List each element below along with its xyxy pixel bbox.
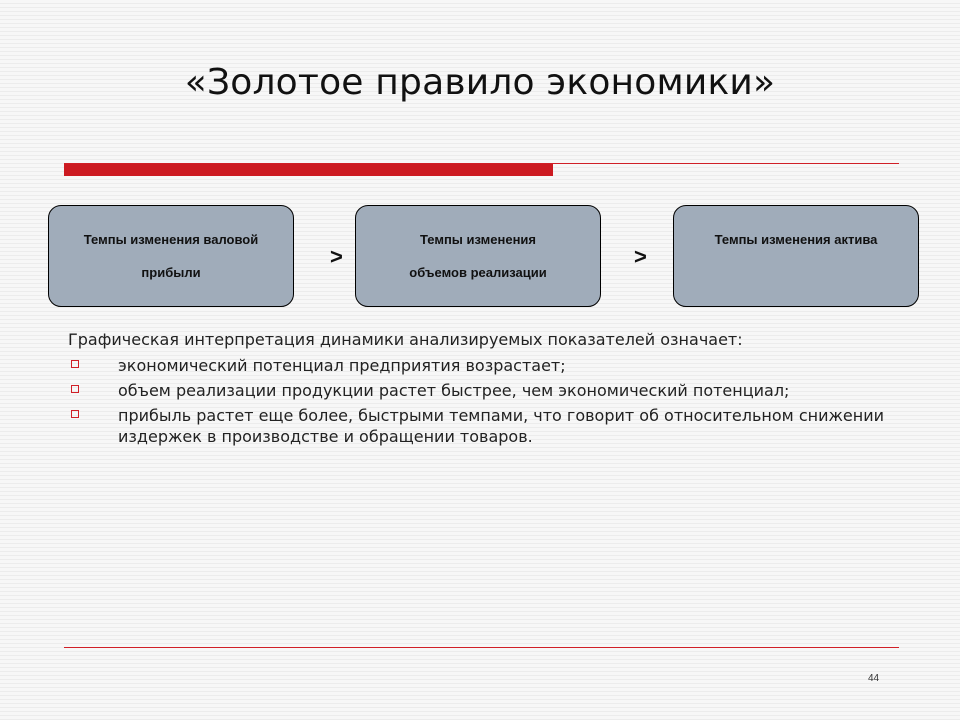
title-divider-thick (64, 164, 553, 176)
greater-than-sign: > (330, 244, 343, 269)
list-item (68, 355, 908, 376)
list-item-text: прибыль растет еще более, быстрыми темпами, что говорит об относительном снижении издержек в производстве и обращении товаров. (118, 406, 884, 446)
gross-profit-rate-box (48, 205, 294, 307)
slide-title: «Золотое правило экономики» (184, 62, 776, 103)
assets-rate-box (673, 205, 919, 307)
square-bullet-icon (71, 410, 79, 418)
sales-volume-rate-box (355, 205, 601, 307)
list-item-text: экономический потенциал предприятия возрастает; (118, 356, 566, 375)
list-item (68, 405, 908, 447)
list-item-text: объем реализации продукции растет быстрее, чем экономический потенциал; (118, 381, 790, 400)
square-bullet-icon (71, 360, 79, 368)
box-label-line: Темпы изменения (419, 232, 537, 247)
intro-text: Графическая интерпретация динамики анализируемых показателей означает: (68, 330, 743, 349)
bullet-list (68, 355, 908, 451)
footer-divider (64, 647, 899, 648)
list-item (68, 380, 908, 401)
box-label-line: Темпы изменения валовой (83, 232, 259, 247)
square-bullet-icon (71, 385, 79, 393)
box-label-line: Темпы изменения актива (714, 232, 878, 247)
box-label-line: прибыли (141, 265, 201, 280)
greater-than-sign: > (634, 244, 647, 269)
box-label-line: объемов реализации (409, 265, 547, 280)
page-number: 44 (868, 673, 880, 684)
